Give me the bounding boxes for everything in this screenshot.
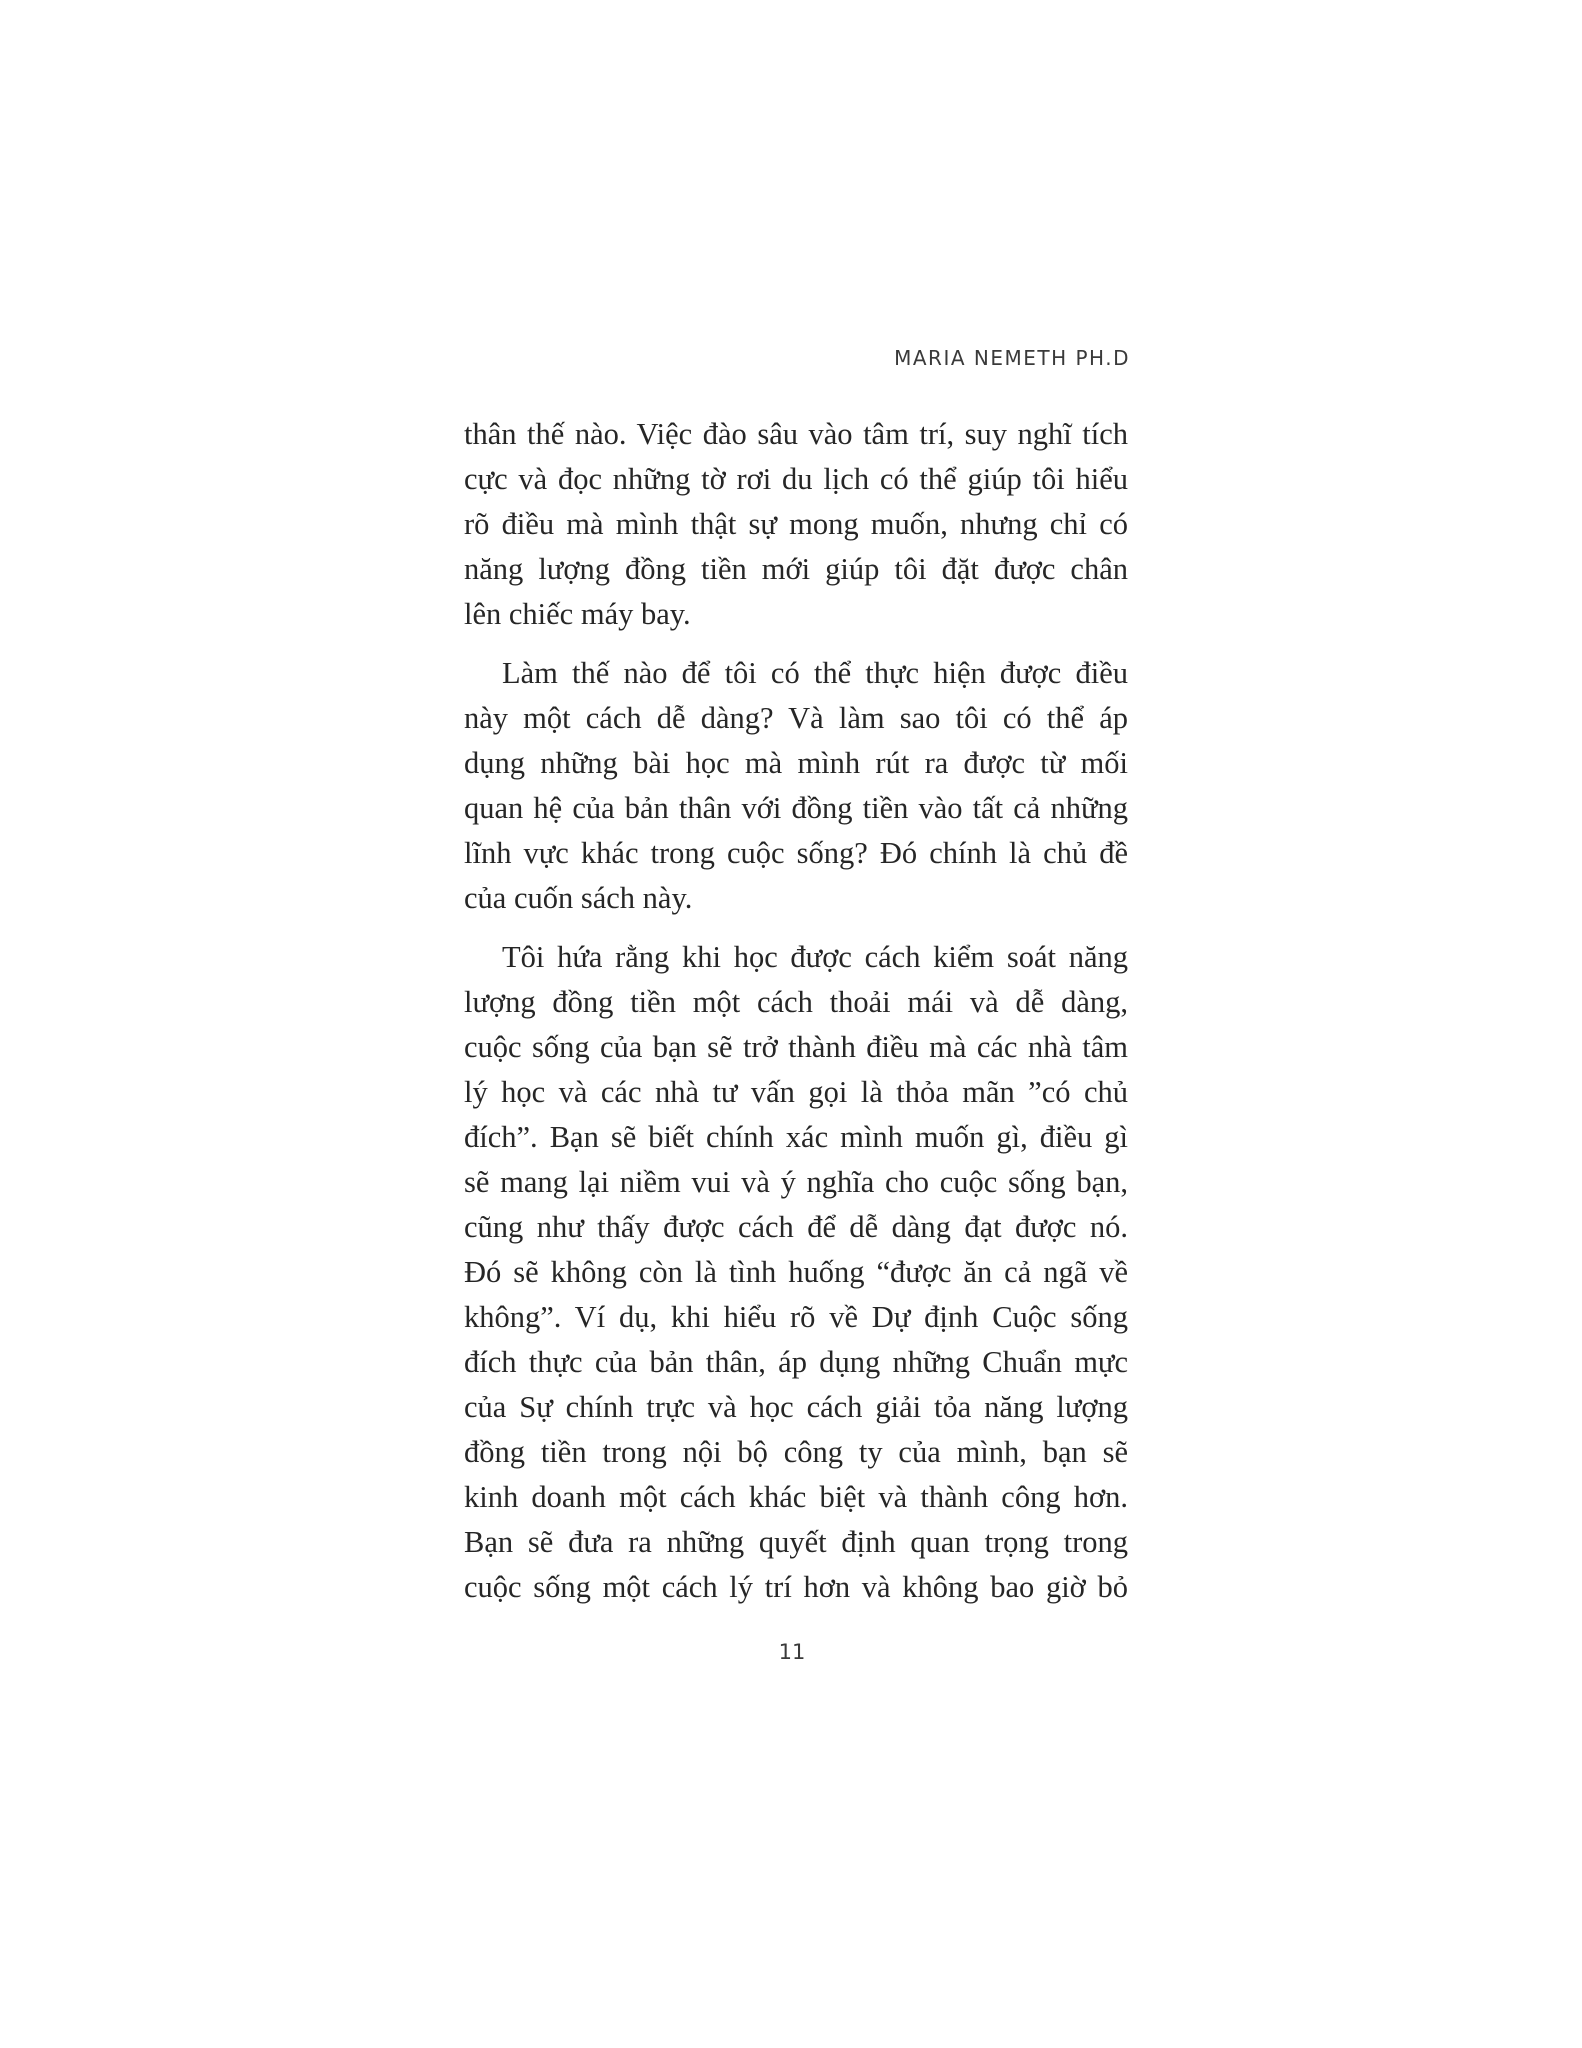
text-line: Làm thế nào để tôi có thể thực hiện được điều bbox=[502, 656, 1128, 690]
text-line: cũng như thấy được cách để dễ dàng đạt được nó. bbox=[464, 1210, 1128, 1244]
text-line: không”. Ví dụ, khi hiểu rõ về Dự định Cuộc sống bbox=[464, 1300, 1128, 1334]
paragraph-1 bbox=[464, 412, 1128, 637]
text-line: lên chiếc máy bay. bbox=[464, 597, 691, 631]
body-text bbox=[464, 412, 1128, 1610]
text-line: đích thực của bản thân, áp dụng những Chuẩn mực bbox=[464, 1345, 1128, 1379]
text-line: này một cách dễ dàng? Và làm sao tôi có thể áp bbox=[464, 701, 1128, 735]
text-line: năng lượng đồng tiền mới giúp tôi đặt được chân bbox=[464, 552, 1128, 586]
running-header-author: MARIA NEMETH PH.D bbox=[894, 346, 1130, 370]
text-line: dụng những bài học mà mình rút ra được từ mối bbox=[464, 746, 1128, 780]
text-line: lĩnh vực khác trong cuộc sống? Đó chính là chủ đề bbox=[464, 836, 1128, 870]
text-line: đồng tiền trong nội bộ công ty của mình, bạn sẽ bbox=[464, 1435, 1128, 1469]
text-line: cuộc sống một cách lý trí hơn và không bao giờ bỏ bbox=[464, 1570, 1128, 1604]
text-line: cực và đọc những tờ rơi du lịch có thể giúp tôi hiểu bbox=[464, 462, 1128, 496]
text-line: quan hệ của bản thân với đồng tiền vào tất cả những bbox=[464, 791, 1128, 825]
page-number: 11 bbox=[778, 1640, 806, 1664]
text-line: của cuốn sách này. bbox=[464, 881, 693, 915]
paragraph-3 bbox=[464, 935, 1128, 1610]
text-line: kinh doanh một cách khác biệt và thành công hơn. bbox=[464, 1480, 1128, 1514]
text-line: đích”. Bạn sẽ biết chính xác mình muốn gì, điều gì bbox=[464, 1120, 1128, 1154]
text-line: thân thế nào. Việc đào sâu vào tâm trí, suy nghĩ tích bbox=[464, 417, 1128, 451]
text-line: Đó sẽ không còn là tình huống “được ăn cả ngã về bbox=[464, 1255, 1128, 1289]
text-line: sẽ mang lại niềm vui và ý nghĩa cho cuộc sống bạn, bbox=[464, 1165, 1128, 1199]
text-line: cuộc sống của bạn sẽ trở thành điều mà các nhà tâm bbox=[464, 1030, 1128, 1064]
text-line: Tôi hứa rằng khi học được cách kiểm soát năng bbox=[502, 940, 1128, 974]
text-line: Bạn sẽ đưa ra những quyết định quan trọng trong bbox=[464, 1525, 1128, 1559]
text-line: lý học và các nhà tư vấn gọi là thỏa mãn ”có chủ bbox=[464, 1075, 1128, 1109]
text-line: của Sự chính trực và học cách giải tỏa năng lượng bbox=[464, 1390, 1128, 1424]
text-line: lượng đồng tiền một cách thoải mái và dễ dàng, bbox=[464, 985, 1128, 1019]
paragraph-2 bbox=[464, 651, 1128, 921]
text-line: rõ điều mà mình thật sự mong muốn, nhưng chỉ có bbox=[464, 507, 1128, 541]
